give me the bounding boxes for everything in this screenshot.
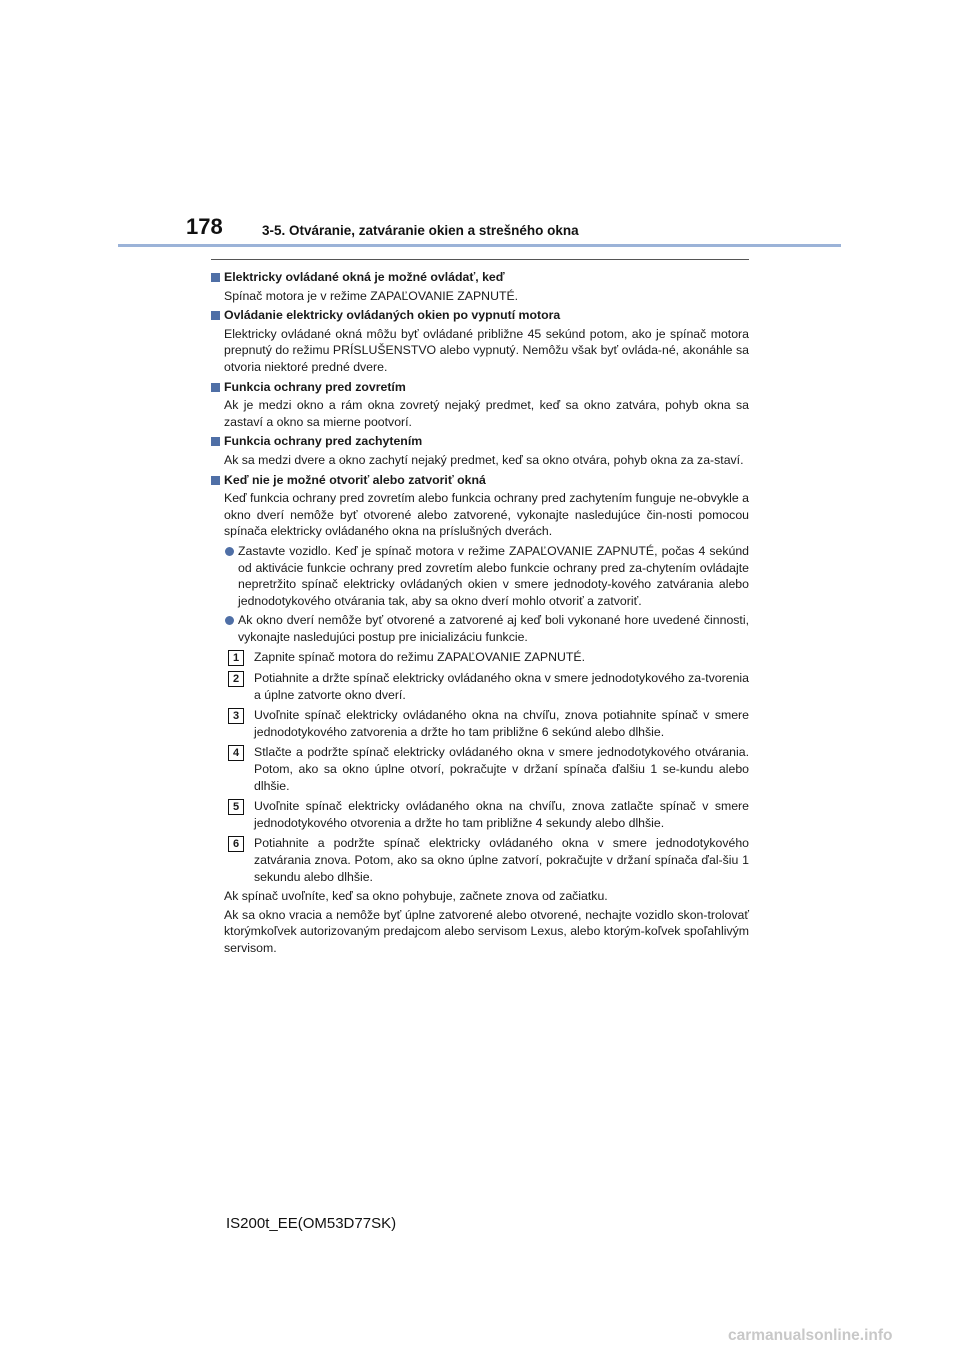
content-top-rule	[211, 259, 749, 260]
round-bullet-icon	[225, 616, 234, 625]
step-number-badge: 4	[228, 745, 244, 761]
step-item: 5 Uvoľnite spínač elektricky ovládaného okna na chvíľu, znova zatlačte spínač v smere jednodotykového otvorenia a držte ho tam približne 4 sekundy alebo dlhšie.	[211, 798, 749, 831]
step-number-badge: 3	[228, 708, 244, 724]
section-title: Keď nie je možné otvoriť alebo zatvoriť okná	[211, 472, 749, 489]
bullet-item: Zastavte vozidlo. Keď je spínač motora v režime ZAPAĽOVANIE ZAPNUTÉ, počas 4 sekúnd od aktivácie funkcie ochrany pred zovretím alebo funkcie ochrany pred za-chytením ovládajte nepretržito spínač elektricky ovládaných okien v smere jednodoty-kového zatvárania alebo jednodotykového otvárania tak, aby sa okno dverí mohlo otvoriť a zatvoriť.	[211, 543, 749, 609]
step-number-badge: 2	[228, 671, 244, 687]
section-text: Spínač motora je v režime ZAPAĽOVANIE ZAPNUTÉ.	[224, 288, 519, 303]
round-bullet-icon	[225, 547, 234, 556]
step-item: 4 Stlačte a podržte spínač elektricky ovládaného okna v smere jednodotykového otvárania. Potom, ako sa okno úplne otvorí, pokračujte v držaní spínača ďalšiu 1 se-kundu alebo dlhšie.	[211, 744, 749, 794]
section-text: Keď funkcia ochrany pred zovretím alebo funkcia ochrany pred zachytením funguje ne-obvykle a okno dverí nemôže byť otvorené alebo zatvorené, vykonajte nasledujúce čin-nosti pomocou spínača elektricky ovládaného okna na príslušných dverách.	[224, 491, 750, 539]
square-bullet-icon	[211, 273, 220, 282]
square-bullet-icon	[211, 311, 220, 320]
section-text: Ak je medzi okno a rám okna zovretý nejaký predmet, keď sa okno zatvára, pohyb okna sa zastaví a okno sa mierne pootvorí.	[224, 398, 749, 429]
section-text: Ak sa medzi dvere a okno zachytí nejaký predmet, keď sa okno otvára, pohyb okna za za-staví.	[224, 452, 744, 467]
square-bullet-icon	[211, 383, 220, 392]
main-content	[211, 266, 749, 958]
step-item: 3 Uvoľnite spínač elektricky ovládaného okna na chvíľu, znova potiahnite spínač v smere jednodotykového zatvorenia a držte ho tam približne 6 sekúnd alebo dlhšie.	[211, 707, 749, 740]
square-bullet-icon	[211, 437, 220, 446]
watermark-link[interactable]: carmanualsonline.info	[728, 1327, 893, 1344]
step-item: 2 Potiahnite a držte spínač elektricky ovládaného okna v smere jednodotykového za-tvorenia a úplne zatvorte okno dverí.	[211, 670, 749, 703]
square-bullet-icon	[211, 476, 220, 485]
page-number: 178	[186, 214, 223, 239]
model-code: IS200t_EE(OM53D77SK)	[226, 1215, 397, 1232]
step-number-badge: 5	[228, 799, 244, 815]
closing-note: Ak spínač uvoľníte, keď sa okno pohybuje, začnete znova od začiatku.	[224, 889, 608, 904]
step-item: 1 Zapnite spínač motora do režimu ZAPAĽOVANIE ZAPNUTÉ.	[211, 649, 749, 666]
step-number-badge: 6	[228, 836, 244, 852]
section-title: Funkcia ochrany pred zovretím	[211, 379, 749, 396]
section-title: Elektricky ovládané okná je možné ovládať, keď	[211, 269, 749, 286]
step-number-badge: 1	[228, 650, 244, 666]
page-header	[0, 0, 960, 250]
closing-note: Ak sa okno vracia a nemôže byť úplne zatvorené alebo otvorené, nechajte vozidlo skon-trolovať ktorýmkoľvek autorizovaným predajcom alebo servisom Lexus, alebo ktorým-koľvek spoľahlivým servisom.	[224, 907, 749, 955]
header-rule	[118, 244, 841, 247]
chapter-title: 3-5. Otváranie, zatváranie okien a strešného okna	[262, 223, 579, 238]
section-title: Ovládanie elektricky ovládaných okien po vypnutí motora	[211, 307, 749, 324]
section-text: Elektricky ovládané okná môžu byť ovládané približne 45 sekúnd potom, ako je spínač motora prepnutý do režimu PRÍSLUŠENSTVO alebo vypnutý. Nemôžu však byť ovláda-né, akonáhle sa otvoria niektoré predné dvere.	[224, 326, 749, 374]
section-title: Funkcia ochrany pred zachytením	[211, 433, 749, 450]
bullet-item: Ak okno dverí nemôže byť otvorené a zatvorené aj keď boli vykonané hore uvedené činnosti, vykonajte nasledujúci postup pre inicializáciu funkcie.	[211, 612, 749, 645]
step-item: 6 Potiahnite a podržte spínač elektricky ovládaného okna v smere jednodotykového zatvárania znova. Potom, ako sa okno úplne zatvorí, pokračujte v držaní spínača ďal-šiu 1 sekundu alebo dlhšie.	[211, 835, 749, 885]
